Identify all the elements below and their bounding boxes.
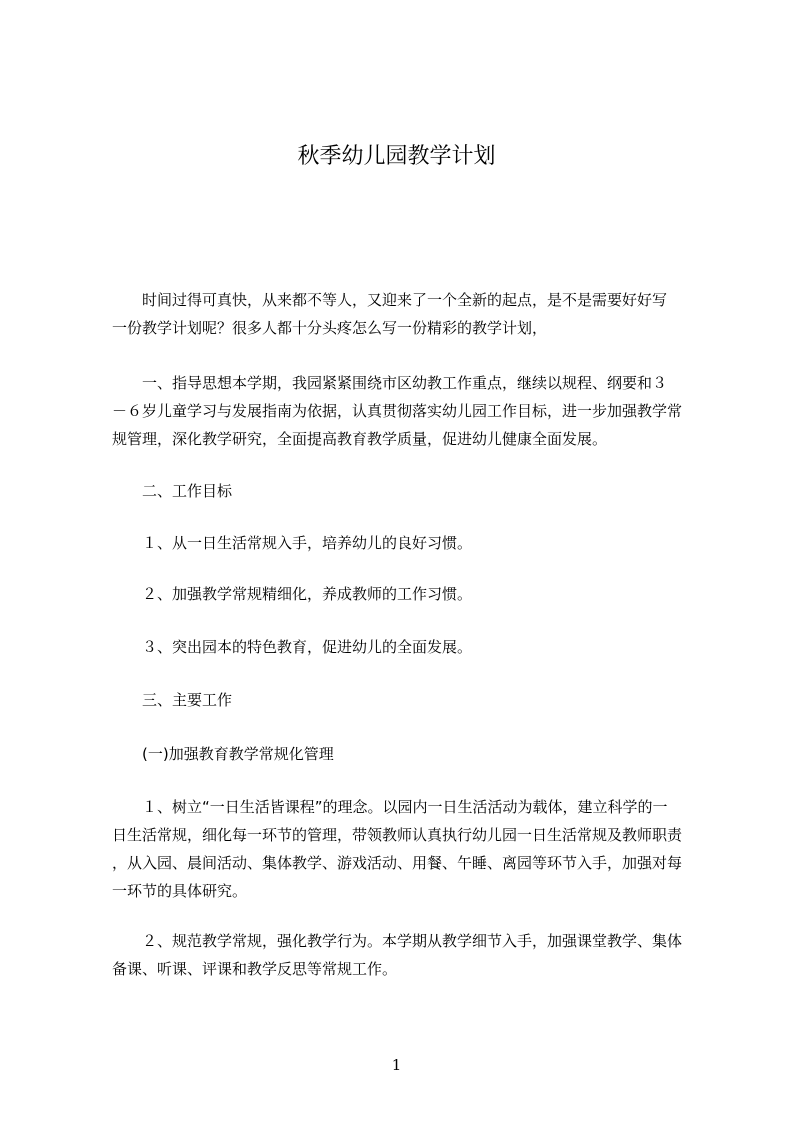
goal-item-2 bbox=[112, 580, 698, 608]
text-line: １、树立“一日生活皆课程”的理念。以园内一日生活活动为载体，建立科学的一 bbox=[112, 798, 668, 816]
text-line: 一环节的具体研究。 bbox=[112, 882, 248, 900]
text-line: ２、加强教学常规精细化，养成教师的工作习惯。 bbox=[112, 585, 473, 603]
text-line: ３、突出园本的特色教育，促进幼儿的全面发展。 bbox=[112, 638, 473, 656]
text-line: ２、规范教学常规，强化教学行为。本学期从教学细节入手，加强课堂教学、集体 bbox=[112, 932, 683, 950]
text-line: －６岁儿童学习与发展指南为依据，认真贯彻落实幼儿园工作目标，进一步加强教学常 bbox=[112, 402, 683, 420]
text-line: 二、工作目标 bbox=[112, 482, 233, 500]
paragraph-daily-life-curriculum bbox=[112, 793, 698, 905]
paragraph-guiding-ideology bbox=[112, 369, 698, 453]
text-line: 三、主要工作 bbox=[112, 691, 233, 709]
text-line: (一)加强教育教学常规化管理 bbox=[112, 745, 334, 763]
section-heading-main-work bbox=[112, 686, 698, 714]
section-heading-work-goals bbox=[112, 477, 698, 505]
document-title: 秋季幼儿园教学计划 bbox=[297, 144, 496, 169]
paragraph-intro bbox=[112, 286, 698, 342]
text-line: １、从一日生活常规入手，培养幼儿的良好习惯。 bbox=[112, 534, 473, 552]
subsection-heading-routine-management bbox=[112, 740, 698, 768]
text-line: 备课、听课、评课和教学反思等常规工作。 bbox=[112, 960, 398, 978]
text-line: 日生活常规，细化每一环节的管理，带领教师认真执行幼儿园一日生活常规及教师职责 bbox=[112, 826, 683, 844]
goal-item-1 bbox=[112, 529, 698, 557]
text-line: 一份教学计划呢？很多人都十分头疼怎么写一份精彩的教学计划， bbox=[112, 319, 548, 337]
text-line: ，从入园、晨间活动、集体教学、游戏活动、用餐、午睡、离园等环节入手，加强对每 bbox=[112, 854, 683, 872]
text-line: 时间过得可真快，从来都不等人，又迎来了一个全新的起点，是不是需要好好写 bbox=[112, 291, 668, 309]
goal-item-3 bbox=[112, 633, 698, 661]
paragraph-teaching-routine bbox=[112, 927, 698, 983]
page-number: 1 bbox=[391, 1056, 402, 1074]
text-line: 一、指导思想本学期，我园紧紧围绕市区幼教工作重点，继续以规程、纲要和３ bbox=[112, 374, 668, 392]
text-line: 规管理，深化教学研究，全面提高教育教学质量，促进幼儿健康全面发展。 bbox=[112, 430, 608, 448]
